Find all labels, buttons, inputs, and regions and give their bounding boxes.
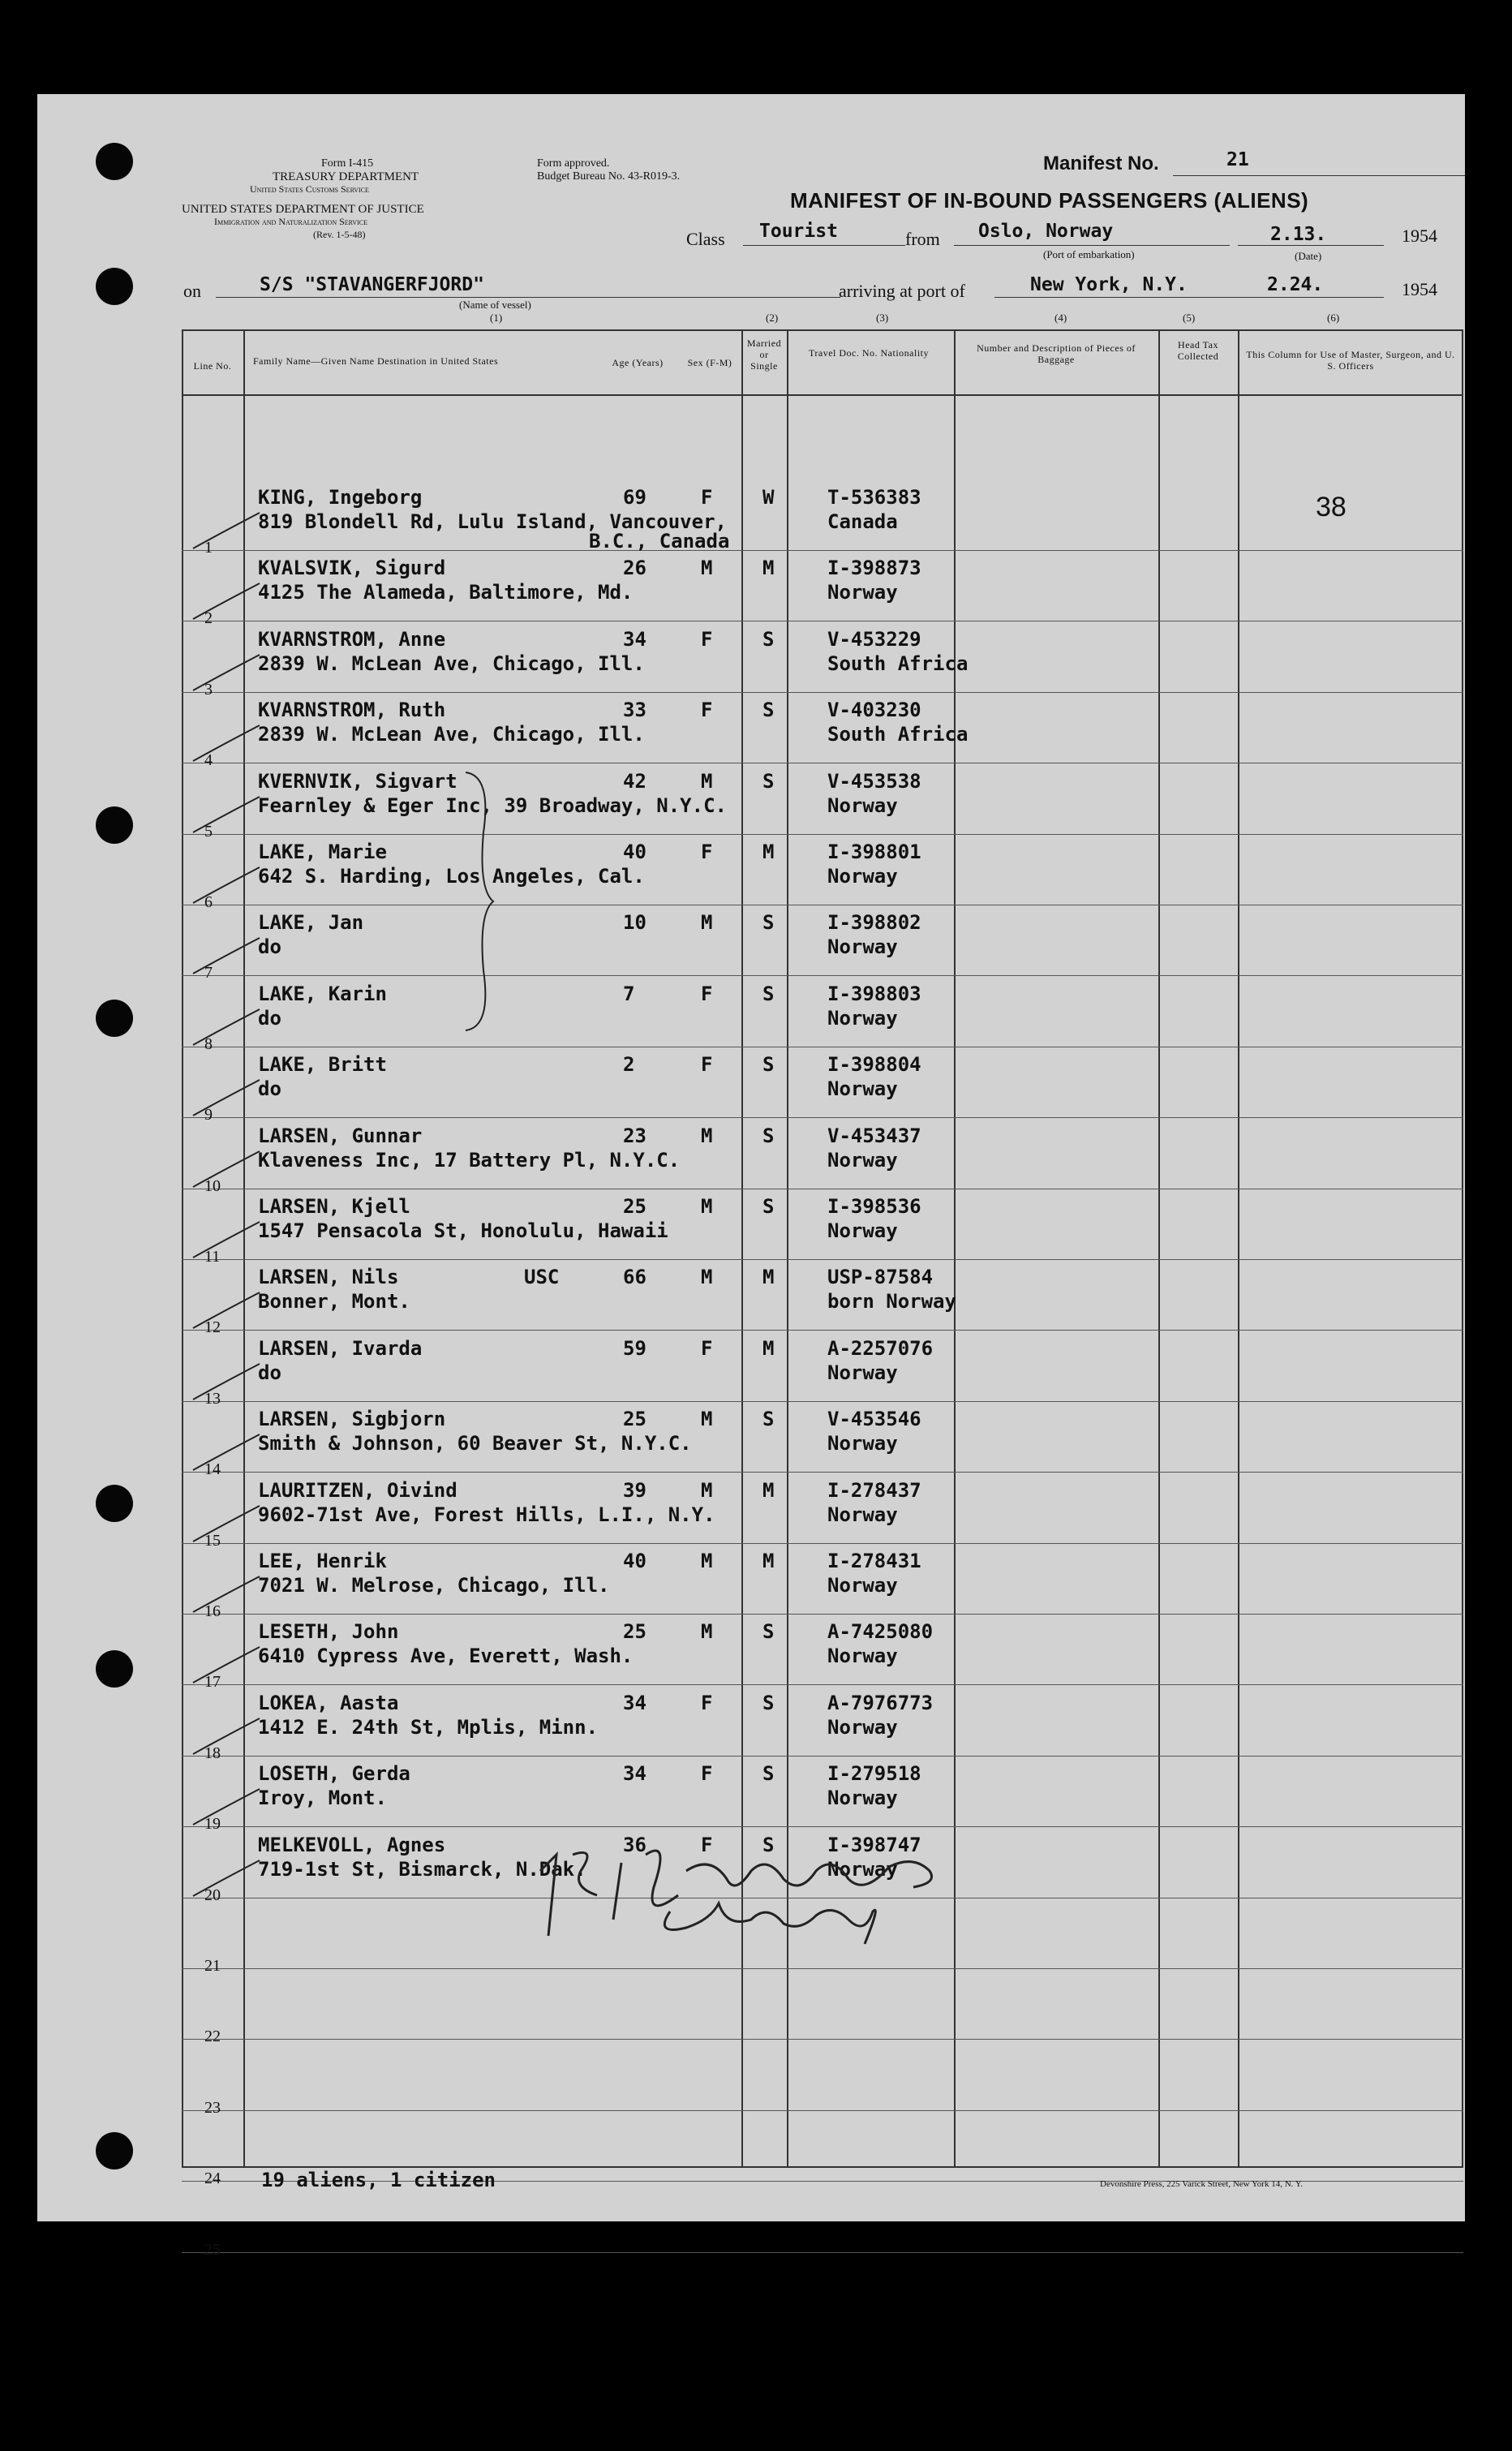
passenger-sex: M	[701, 1550, 713, 1572]
line-number: 23	[204, 2099, 221, 2117]
marital-status: S	[762, 1762, 775, 1785]
passenger-sex: M	[701, 1124, 713, 1147]
row-divider	[182, 1259, 1463, 1260]
travel-doc-number: I-278431	[827, 1550, 921, 1572]
passenger-name: LARSEN, Sigbjorn	[258, 1408, 446, 1430]
check-mark	[190, 1004, 263, 1053]
passenger-destination: do	[258, 935, 281, 958]
passenger-destination: 1547 Pensacola St, Honolulu, Hawaii	[258, 1219, 668, 1242]
summary-text: 19 aliens, 1 citizen	[261, 2169, 496, 2191]
col-age: Age (Years)	[612, 357, 664, 368]
passenger-name: LEE, Henrik	[258, 1550, 387, 1572]
passenger-name: MELKEVOLL, Agnes	[258, 1834, 446, 1856]
passenger-name: KVALSVIK, Sigurd	[258, 557, 446, 579]
line-number: 16	[204, 1602, 221, 1620]
line-number: 3	[204, 681, 213, 699]
passenger-name: LOKEA, Aasta	[258, 1692, 399, 1714]
passenger-sex: M	[701, 1195, 713, 1218]
marital-status: S	[762, 699, 775, 721]
check-mark	[190, 1288, 263, 1336]
passenger-name: LAKE, Jan	[258, 911, 364, 934]
justice-dept: UNITED STATES DEPARTMENT OF JUSTICE	[182, 203, 424, 216]
travel-doc-number: I-278437	[827, 1479, 921, 1502]
nationality: Norway	[827, 935, 898, 958]
marital-status: S	[762, 1124, 775, 1147]
passenger-destination: 9602-71st Ave, Forest Hills, L.I., N.Y.	[258, 1503, 715, 1526]
line-number: 14	[204, 1460, 221, 1478]
row-divider	[182, 2110, 1463, 2111]
passenger-name: LAKE, Karin	[258, 983, 387, 1005]
travel-doc-number: I-279518	[827, 1762, 921, 1785]
binder-hole	[96, 143, 133, 180]
budget-bureau: Budget Bureau No. 43-R019-3.	[537, 170, 681, 183]
form-approved: Form approved.	[537, 157, 610, 170]
passenger-name: LARSEN, Gunnar	[258, 1124, 423, 1147]
line-number: 22	[204, 2027, 221, 2045]
travel-doc-number: T-536383	[827, 486, 921, 509]
passenger-age: 33	[623, 699, 646, 721]
col-doc: Travel Doc. No. Nationality	[808, 347, 930, 359]
travel-doc-number: I-398536	[827, 1195, 921, 1218]
row-divider	[182, 1472, 1463, 1473]
passenger-age: 7	[623, 983, 635, 1005]
passenger-name: KVERNVIK, Sigvart	[258, 770, 457, 793]
nationality: Norway	[827, 1858, 898, 1881]
marital-status: S	[762, 983, 775, 1005]
travel-doc-number: I-398803	[827, 983, 921, 1005]
nationality: born Norway	[827, 1290, 956, 1313]
passenger-sex: M	[701, 1620, 713, 1643]
passenger-age: 25	[623, 1408, 646, 1430]
line-number: 17	[204, 1673, 221, 1691]
travel-doc-number: USP-87584	[827, 1266, 934, 1288]
class-label: Class	[686, 229, 725, 249]
passenger-destination: do	[258, 1077, 281, 1100]
departure-date: 2.13.	[1270, 224, 1327, 245]
check-mark	[190, 1855, 263, 1904]
marital-status: M	[762, 1337, 775, 1360]
row-divider	[182, 1401, 1463, 1402]
marital-status: S	[762, 911, 775, 934]
marital-status: M	[762, 557, 775, 579]
marital-status: M	[762, 1479, 775, 1502]
check-mark	[190, 792, 263, 841]
binder-hole	[96, 268, 133, 305]
col-num-4: (4)	[1055, 312, 1067, 324]
check-mark	[190, 862, 263, 911]
binder-hole	[96, 2132, 133, 2169]
row-divider	[182, 692, 1463, 693]
line-number: 19	[204, 1815, 221, 1833]
passenger-age: 10	[623, 911, 646, 934]
line-number: 24	[204, 2169, 221, 2187]
passenger-destination: 719-1st St, Bismarck, N.Dak.	[258, 1858, 586, 1881]
col-officers: This Column for Use of Master, Surgeon, and U. S. Officers	[1246, 349, 1455, 372]
passenger-destination: 4125 The Alameda, Baltimore, Md.	[258, 581, 634, 604]
passenger-age: 40	[623, 1550, 646, 1572]
col-num-1: (1)	[490, 312, 503, 324]
arriving-label: arriving at port of	[839, 281, 965, 301]
binder-hole	[96, 806, 133, 844]
passenger-age: 36	[623, 1834, 646, 1856]
travel-doc-number: V-453538	[827, 770, 921, 793]
check-mark	[190, 1217, 263, 1266]
passenger-age: 23	[623, 1124, 646, 1147]
marital-status: S	[762, 1692, 775, 1714]
passenger-name: KING, Ingeborg	[258, 486, 423, 509]
marital-status: S	[762, 1620, 775, 1643]
line-number: 7	[204, 964, 213, 982]
nationality: Norway	[827, 1716, 898, 1739]
row-divider	[182, 1117, 1463, 1118]
passenger-sex: M	[701, 1408, 713, 1430]
arrival-date: 2.24.	[1267, 274, 1324, 295]
col-name: Family Name—Given Name Destination in United States	[253, 355, 499, 367]
col-num-3: (3)	[876, 312, 889, 324]
marital-status: S	[762, 1195, 775, 1218]
ins-service: Immigration and Naturalization Service	[214, 216, 368, 227]
passenger-sex: F	[701, 1337, 713, 1360]
line-number: 4	[204, 751, 213, 769]
passenger-name: LOSETH, Gerda	[258, 1762, 410, 1785]
passenger-destination: 642 S. Harding, Los Angeles, Cal.	[258, 865, 645, 888]
check-mark	[190, 508, 263, 557]
customs-service: United States Customs Service	[250, 183, 369, 195]
marital-status: S	[762, 1834, 775, 1856]
check-mark	[190, 650, 263, 699]
nationality: Norway	[827, 581, 898, 604]
passenger-destination: Klaveness Inc, 17 Battery Pl, N.Y.C.	[258, 1149, 681, 1172]
passenger-sex: M	[701, 1266, 713, 1288]
col-num-6: (6)	[1327, 312, 1340, 324]
line-number: 2	[204, 609, 213, 627]
passenger-destination: 2839 W. McLean Ave, Chicago, Ill.	[258, 652, 645, 675]
passenger-age: 40	[623, 841, 646, 863]
passenger-age: 42	[623, 770, 646, 793]
officer-note: 38	[1316, 492, 1347, 522]
check-mark	[190, 578, 263, 627]
passenger-age: 25	[623, 1620, 646, 1643]
nationality: Norway	[827, 1007, 898, 1030]
row-divider	[182, 1756, 1463, 1757]
check-mark	[190, 1642, 263, 1691]
passenger-age: 25	[623, 1195, 646, 1218]
passenger-sex: F	[701, 1692, 713, 1714]
passenger-age: 69	[623, 486, 646, 509]
passenger-age: 39	[623, 1479, 646, 1502]
manifest-number: 21	[1226, 149, 1249, 170]
passenger-sex: F	[701, 486, 713, 509]
marital-status: S	[762, 1408, 775, 1430]
marital-status: M	[762, 841, 775, 863]
passenger-age: 2	[623, 1053, 635, 1076]
check-mark	[190, 1075, 263, 1124]
passenger-age: 66	[623, 1266, 646, 1288]
binder-hole	[96, 1000, 133, 1037]
passenger-sex: M	[701, 770, 713, 793]
travel-doc-number: I-398802	[827, 911, 921, 934]
passenger-name: LAURITZEN, Oivind	[258, 1479, 457, 1502]
passenger-sex: F	[701, 1762, 713, 1785]
line-number: 1	[204, 539, 213, 557]
col-baggage: Number and Description of Pieces of Baggage	[977, 342, 1136, 365]
line-number: 8	[204, 1035, 213, 1053]
check-mark	[190, 1714, 263, 1762]
check-mark	[190, 1572, 263, 1620]
col-head-tax: Head Tax Collected	[1177, 339, 1219, 362]
line-number: 21	[204, 1957, 221, 1975]
passenger-age: 59	[623, 1337, 646, 1360]
family-brace	[459, 768, 500, 1035]
passenger-destination: Iroy, Mont.	[258, 1787, 387, 1809]
line-number: 9	[204, 1106, 213, 1124]
arrival-port: New York, N.Y.	[1030, 274, 1188, 295]
row-divider	[182, 2039, 1463, 2040]
nationality: Norway	[827, 1432, 898, 1455]
passenger-destination-cont: B.C., Canada	[589, 530, 730, 553]
passenger-sex: M	[701, 1479, 713, 1502]
marital-status: S	[762, 1053, 775, 1076]
marital-status: S	[762, 628, 775, 651]
inspector-signature	[524, 1822, 1076, 1960]
nationality: Norway	[827, 1787, 898, 1809]
travel-doc-number: I-398804	[827, 1053, 921, 1076]
nationality: Norway	[827, 794, 898, 817]
nationality: Norway	[827, 1219, 898, 1242]
passenger-name: LAKE, Britt	[258, 1053, 387, 1076]
vessel-name: S/S "STAVANGERFJORD"	[260, 274, 484, 295]
travel-doc-number: A-7425080	[827, 1620, 934, 1643]
passenger-destination: 2839 W. McLean Ave, Chicago, Ill.	[258, 723, 645, 746]
passenger-name: LARSEN, Kjell	[258, 1195, 410, 1218]
check-mark	[190, 933, 263, 982]
passenger-sex: F	[701, 983, 713, 1005]
passenger-age: 26	[623, 557, 646, 579]
nationality: Norway	[827, 1149, 898, 1172]
travel-doc-number: V-453437	[827, 1124, 921, 1147]
from-label: from	[905, 229, 940, 249]
line-number: 25	[204, 2241, 221, 2259]
arrival-year: 1954	[1402, 279, 1437, 299]
col-line: Line No.	[193, 360, 232, 372]
row-divider	[182, 975, 1463, 976]
passenger-name: LESETH, John	[258, 1620, 399, 1643]
travel-doc-number: A-2257076	[827, 1337, 934, 1360]
travel-doc-number: V-403230	[827, 699, 921, 721]
row-divider	[182, 2252, 1463, 2253]
col-sex: Sex (F-M)	[687, 357, 732, 368]
passenger-sex: M	[701, 911, 713, 934]
passenger-destination: 6410 Cypress Ave, Everett, Wash.	[258, 1645, 634, 1667]
line-number: 10	[204, 1177, 221, 1195]
passenger-destination: Fearnley & Eger Inc, 39 Broadway, N.Y.C.	[258, 794, 727, 817]
binder-hole	[96, 1485, 133, 1522]
line-number: 20	[204, 1886, 221, 1904]
passenger-destination: do	[258, 1007, 281, 1030]
passenger-sex: F	[701, 699, 713, 721]
passenger-age: 34	[623, 628, 646, 651]
passenger-age: 34	[623, 1692, 646, 1714]
passenger-name: LAKE, Marie	[258, 841, 387, 863]
marital-status: M	[762, 1266, 775, 1288]
passenger-destination: Bonner, Mont.	[258, 1290, 410, 1313]
col-num-5: (5)	[1183, 312, 1196, 324]
from-value: Oslo, Norway	[978, 221, 1114, 242]
col-num-2: (2)	[766, 312, 779, 324]
travel-doc-number: I-398873	[827, 557, 921, 579]
passenger-name: KVARNSTROM, Ruth	[258, 699, 446, 721]
passenger-destination: do	[258, 1361, 281, 1384]
printer-imprint: Devonshire Press, 225 Varick Street, New York 14, N. Y.	[1100, 2179, 1304, 2189]
travel-doc-number: A-7976773	[827, 1692, 934, 1714]
page-title: MANIFEST OF IN-BOUND PASSENGERS (ALIENS)	[790, 188, 1309, 213]
nationality: Canada	[827, 510, 898, 533]
passenger-name: LARSEN, Ivarda	[258, 1337, 423, 1360]
passenger-name: LARSEN, Nils	[258, 1266, 399, 1288]
vessel-caption: (Name of vessel)	[459, 299, 531, 311]
manifest-label: Manifest No.	[1043, 153, 1159, 174]
check-mark	[190, 1430, 263, 1478]
row-divider	[182, 1614, 1463, 1615]
check-mark	[190, 1146, 263, 1195]
date-caption: (Date)	[1295, 250, 1322, 262]
nationality: Norway	[827, 1645, 898, 1667]
travel-doc-number: V-453546	[827, 1408, 921, 1430]
line-number: 15	[204, 1532, 221, 1550]
line-number: 6	[204, 893, 213, 911]
marital-status: M	[762, 1550, 775, 1572]
passenger-age: 34	[623, 1762, 646, 1785]
row-divider	[182, 1684, 1463, 1685]
row-divider	[182, 1968, 1463, 1969]
check-mark	[190, 1359, 263, 1408]
line-number: 13	[204, 1390, 221, 1408]
nationality: Norway	[827, 1574, 898, 1597]
passenger-destination: 1412 E. 24th St, Mplis, Minn.	[258, 1716, 599, 1739]
nationality: Norway	[827, 865, 898, 888]
passenger-name: KVARNSTROM, Anne	[258, 628, 446, 651]
check-mark	[190, 1501, 263, 1550]
travel-doc-number: I-398801	[827, 841, 921, 863]
check-mark	[190, 720, 263, 769]
departure-year: 1954	[1402, 226, 1437, 246]
revision: (Rev. 1-5-48)	[313, 229, 366, 240]
passenger-sex: F	[701, 628, 713, 651]
nationality: South Africa	[827, 723, 969, 746]
passenger-sex: F	[701, 1053, 713, 1076]
passenger-sex: M	[701, 557, 713, 579]
nationality: Norway	[827, 1077, 898, 1100]
row-divider	[182, 834, 1463, 835]
row-divider	[182, 1330, 1463, 1331]
row-divider	[182, 1543, 1463, 1544]
passenger-sex: F	[701, 841, 713, 863]
passenger-destination: 819 Blondell Rd, Lulu Island, Vancouver,	[258, 510, 727, 533]
citizen-note: USC	[524, 1266, 560, 1288]
line-number: 12	[204, 1318, 221, 1336]
line-number: 18	[204, 1744, 221, 1762]
travel-doc-number: V-453229	[827, 628, 921, 651]
manifest-page	[37, 94, 1465, 2259]
check-mark	[190, 1784, 263, 1833]
binder-hole	[96, 1650, 133, 1688]
marital-status: W	[762, 486, 775, 509]
marital-status: S	[762, 770, 775, 793]
on-label: on	[183, 281, 201, 301]
nationality: Norway	[827, 1503, 898, 1526]
port-caption: (Port of embarkation)	[1043, 248, 1135, 260]
line-number: 11	[204, 1248, 221, 1266]
col-married: Married or Single	[746, 338, 782, 372]
nationality: Norway	[827, 1361, 898, 1384]
passenger-destination: 7021 W. Melrose, Chicago, Ill.	[258, 1574, 610, 1597]
passenger-destination: Smith & Johnson, 60 Beaver St, N.Y.C.	[258, 1432, 692, 1455]
line-number: 5	[204, 823, 213, 841]
nationality: South Africa	[827, 652, 969, 675]
travel-doc-number: I-398747	[827, 1834, 921, 1856]
form-number: Form I-415	[321, 157, 374, 170]
row-divider	[182, 550, 1463, 551]
passenger-sex: F	[701, 1834, 713, 1856]
treasury-dept: TREASURY DEPARTMENT	[273, 170, 419, 183]
class-value: Tourist	[759, 221, 838, 242]
